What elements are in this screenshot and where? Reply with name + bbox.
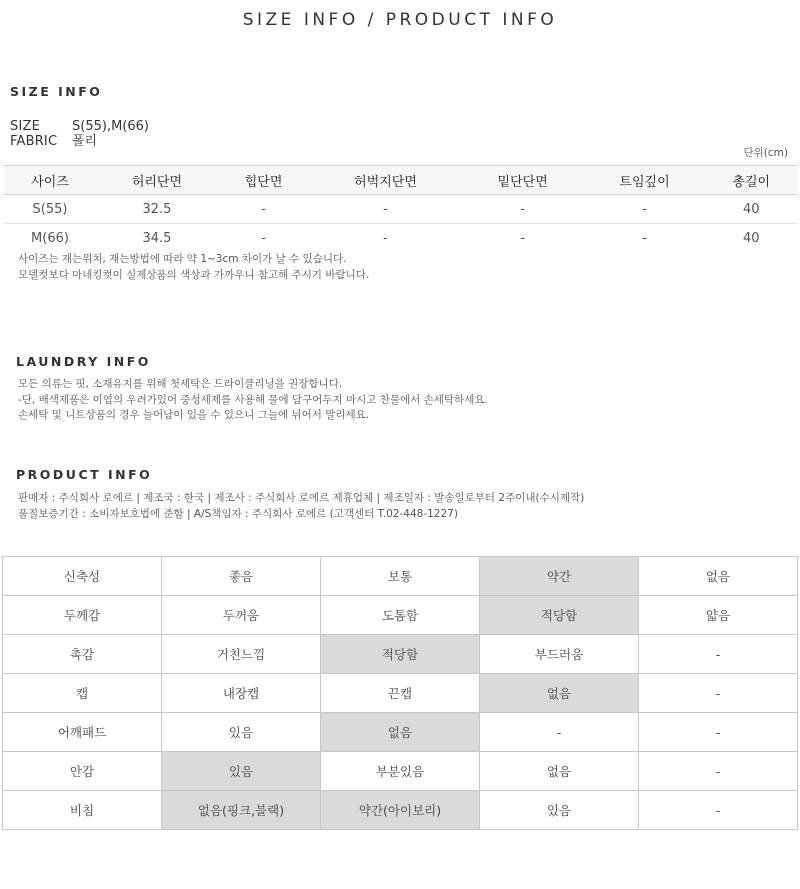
fabric-value: 폴리 <box>72 134 98 149</box>
attribute-option: 약간 <box>480 557 639 596</box>
attribute-label: 두께감 <box>3 596 162 635</box>
attribute-option: 도톰함 <box>321 596 480 635</box>
product-notes <box>18 491 584 522</box>
attribute-option: - <box>639 791 798 830</box>
product-line: 판매자 : 주식회사 로에르 | 제조국 : 한국 | 제조사 : 주식회사 로에르 제휴업체 | 제조일자 : 발송일로부터 2주이내(수시제작) <box>18 492 585 504</box>
page-title: SIZE INFO / PRODUCT INFO <box>242 10 558 30</box>
attribute-option: 있음 <box>162 752 321 791</box>
attribute-label: 비침 <box>3 791 162 830</box>
attribute-row <box>3 674 798 713</box>
attribute-option: 거친느낌 <box>162 635 321 674</box>
attribute-row <box>3 791 798 830</box>
attribute-option: 좋음 <box>162 557 321 596</box>
attribute-option: 보통 <box>321 557 480 596</box>
table-cell: 40 <box>705 195 797 224</box>
attribute-row <box>3 596 798 635</box>
column-header: 힙단면 <box>218 166 309 195</box>
attribute-label: 캡 <box>3 674 162 713</box>
attribute-option: 부분있음 <box>321 752 480 791</box>
laundry-line: 모든 의류는 핏, 소재유지를 위해 첫세탁은 드라이클리닝을 권장합니다. <box>18 378 343 390</box>
column-header: 허벅지단면 <box>309 166 461 195</box>
attribute-option: 끈캡 <box>321 674 480 713</box>
attribute-option: 없음 <box>639 557 798 596</box>
attribute-option: 없음(핑크,블랙) <box>162 791 321 830</box>
column-header: 트임깊이 <box>584 166 706 195</box>
attribute-label: 신축성 <box>3 557 162 596</box>
attribute-row <box>3 635 798 674</box>
attribute-option: 적당함 <box>321 635 480 674</box>
attribute-option: 있음 <box>480 791 639 830</box>
attribute-label: 촉감 <box>3 635 162 674</box>
attribute-row <box>3 557 798 596</box>
table-cell: - <box>462 195 584 224</box>
unit-label: 단위(cm) <box>743 147 788 159</box>
attribute-option: 부드러움 <box>480 635 639 674</box>
attribute-option: - <box>639 674 798 713</box>
product-line: 품질보증기간 : 소비자보호법에 준함 | A/S책임자 : 주식회사 로에르 (고객센터 T.02-448-1227) <box>18 507 458 520</box>
attribute-option: 내장캡 <box>162 674 321 713</box>
attribute-option: 두꺼움 <box>162 596 321 635</box>
attribute-option: 없음 <box>480 674 639 713</box>
table-cell: S(55) <box>4 195 96 224</box>
attribute-option: 적당함 <box>480 596 639 635</box>
laundry-info-heading: LAUNDRY INFO <box>16 354 151 369</box>
attribute-row <box>3 713 798 752</box>
size-label: SIZE <box>10 119 41 134</box>
attribute-option: 얇음 <box>639 596 798 635</box>
column-header: 허리단면 <box>96 166 218 195</box>
attribute-row <box>3 752 798 791</box>
table-cell: - <box>383 230 388 246</box>
table-cell: 40 <box>742 230 760 246</box>
attribute-option: 약간(아이보리) <box>321 791 480 830</box>
attribute-option: - <box>639 713 798 752</box>
attribute-option: 없음 <box>480 752 639 791</box>
size-info-heading: SIZE INFO <box>10 84 103 99</box>
laundry-line: -단, 배색제품은 이염의 우려가있어 중성세제를 사용해 물에 담구어두지 마시고 찬물에서 손세탁하세요. <box>18 393 488 406</box>
laundry-notes <box>18 377 488 424</box>
attribute-table <box>2 556 798 830</box>
size-table-header <box>4 166 797 195</box>
table-cell: - <box>261 230 266 246</box>
table-cell: 34.5 <box>142 230 172 246</box>
table-row <box>4 224 797 253</box>
attribute-option: - <box>639 752 798 791</box>
laundry-line: 손세탁 및 니트상품의 경우 늘어남이 있을 수 있으니 그늘에 뉘어서 말리세요. <box>18 409 370 421</box>
table-cell: - <box>642 230 647 246</box>
column-header: 사이즈 <box>4 166 96 195</box>
column-header: 밑단단면 <box>462 166 584 195</box>
attribute-option: 없음 <box>321 713 480 752</box>
table-cell: - <box>584 195 706 224</box>
table-cell: - <box>520 230 525 246</box>
column-header: 총길이 <box>705 166 797 195</box>
attribute-option: - <box>639 635 798 674</box>
size-note: 사이즈는 재는위치, 재는방법에 따라 약 1~3cm 차이가 날 수 있습니다. <box>18 253 347 265</box>
size-table <box>4 165 797 252</box>
attribute-label: 안감 <box>3 752 162 791</box>
size-row <box>10 119 149 134</box>
table-cell: M(66) <box>31 230 69 246</box>
table-cell: - <box>218 195 309 224</box>
product-info-heading: PRODUCT INFO <box>16 467 153 482</box>
attribute-option: - <box>480 713 639 752</box>
table-row <box>4 195 797 224</box>
fabric-row <box>10 134 97 149</box>
attribute-label: 어깨패드 <box>3 713 162 752</box>
table-cell: 32.5 <box>96 195 218 224</box>
size-note: 모델컷보다 마네킹컷이 실제상품의 색상과 가까우니 참고해 주시기 바랍니다. <box>18 268 370 281</box>
size-value: S(55),M(66) <box>72 119 149 134</box>
table-cell: - <box>309 195 461 224</box>
size-notes <box>18 252 369 283</box>
fabric-label: FABRIC <box>10 134 58 149</box>
attribute-option: 있음 <box>162 713 321 752</box>
